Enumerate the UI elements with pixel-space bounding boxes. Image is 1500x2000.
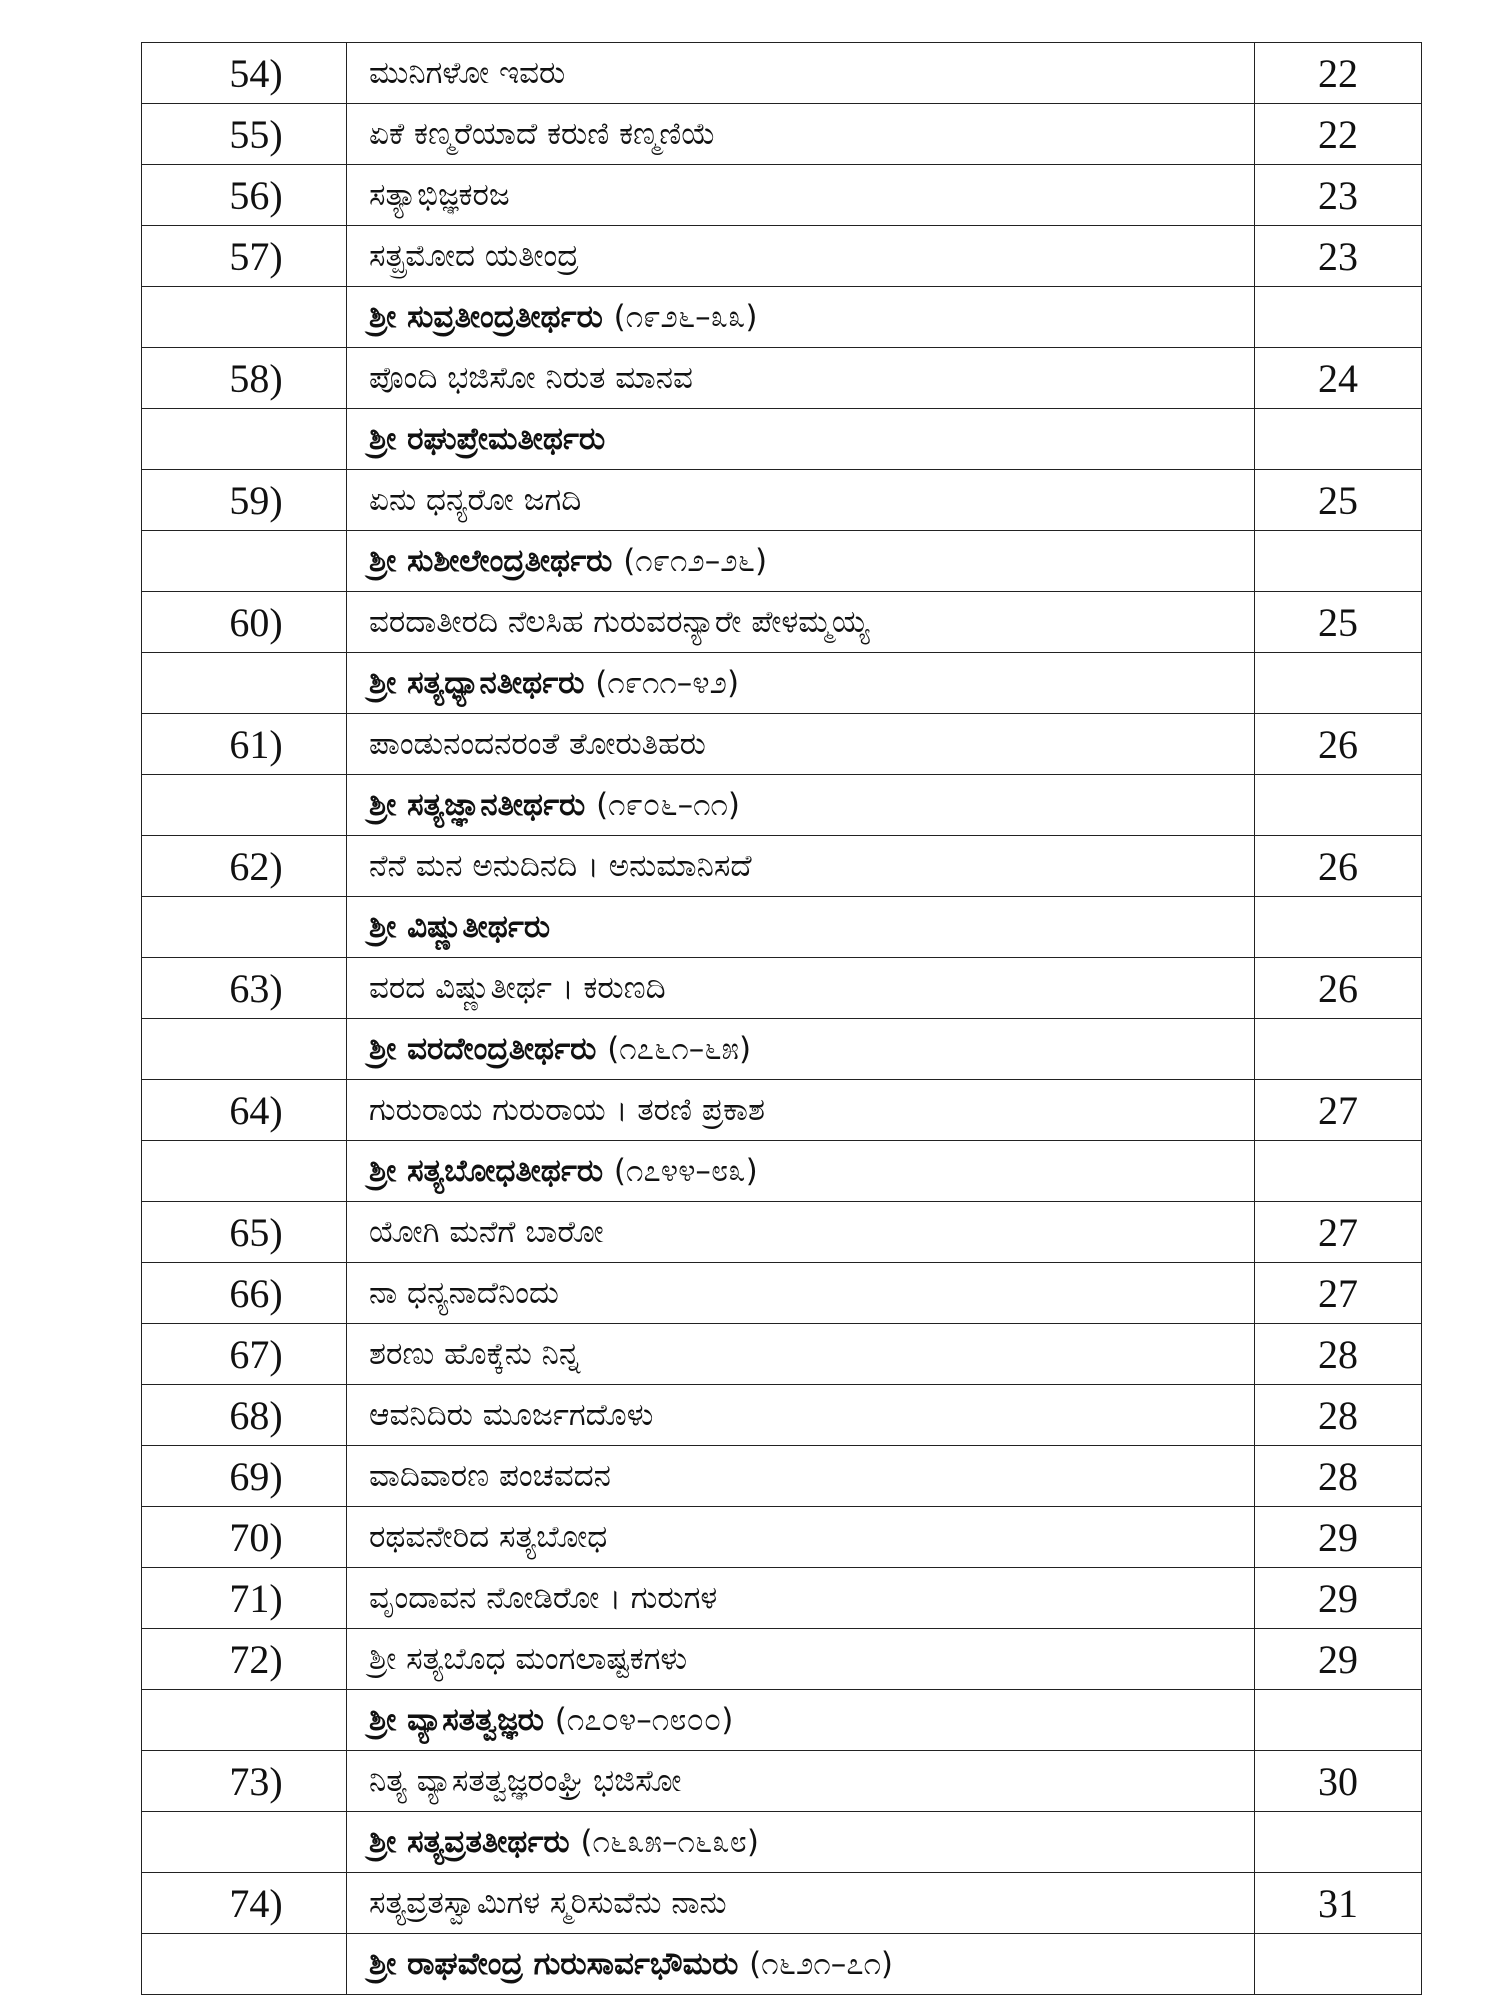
entry-title: ಏಕೆ ಕಣ್ಮರೆಯಾದೆ ಕರುಣಿ ಕಣ್ಮಣಿಯೆ <box>347 104 1255 165</box>
page-number: 29 <box>1255 1629 1422 1690</box>
table-row <box>142 1751 1422 1812</box>
page-number: 24 <box>1255 348 1422 409</box>
entry-number <box>142 287 347 348</box>
heading-years: (೧೭೦೪–೧೮೦೦) <box>554 1701 734 1738</box>
entry-title: ರಥವನೇರಿದ ಸತ್ಯಬೋಧ <box>347 1507 1255 1568</box>
section-heading <box>347 897 1255 958</box>
page-number <box>1255 897 1422 958</box>
entry-title: ಶರಣು ಹೊಕ್ಕೆನು ನಿನ್ನ <box>347 1324 1255 1385</box>
entry-title: ನಿತ್ಯ ವ್ಯಾಸತತ್ವಜ್ಞರಂಘ್ರಿ ಭಜಿಸೋ <box>347 1751 1255 1812</box>
section-heading-row <box>142 1690 1422 1751</box>
section-heading-row <box>142 287 1422 348</box>
page-number <box>1255 287 1422 348</box>
entry-title: ನೆನೆ ಮನ ಅನುದಿನದಿ । ಅನುಮಾನಿಸದೆ <box>347 836 1255 897</box>
page-number <box>1255 1690 1422 1751</box>
section-heading <box>347 775 1255 836</box>
page-number <box>1255 409 1422 470</box>
table-row <box>142 1202 1422 1263</box>
entry-number <box>142 1812 347 1873</box>
page-number <box>1255 1812 1422 1873</box>
entry-title: ಆವನಿದಿರು ಮೂರ್ಜಗದೊಳು <box>347 1385 1255 1446</box>
section-heading <box>347 1019 1255 1080</box>
table-row <box>142 836 1422 897</box>
entry-number <box>142 897 347 958</box>
table-row <box>142 1324 1422 1385</box>
section-heading-row <box>142 1812 1422 1873</box>
section-heading <box>347 1141 1255 1202</box>
table-row <box>142 1263 1422 1324</box>
page-number: 29 <box>1255 1507 1422 1568</box>
table-row <box>142 1629 1422 1690</box>
entry-number <box>142 1141 347 1202</box>
entry-title: ನಾ ಧನ್ಯನಾದೆನಿಂದು <box>347 1263 1255 1324</box>
section-heading <box>347 653 1255 714</box>
heading-title: ಶ್ರೀ ಸುವ್ರತೀಂದ್ರತೀರ್ಥರು <box>369 298 603 335</box>
entry-number <box>142 1690 347 1751</box>
section-heading <box>347 409 1255 470</box>
page-number <box>1255 1019 1422 1080</box>
heading-title: ಶ್ರೀ ಸತ್ಯವ್ರತತೀರ್ಥರು <box>369 1823 570 1860</box>
section-heading <box>347 1934 1255 1995</box>
entry-number <box>142 409 347 470</box>
entry-number: 64) <box>142 1080 347 1141</box>
table-row <box>142 226 1422 287</box>
page-number: 29 <box>1255 1568 1422 1629</box>
entry-number: 56) <box>142 165 347 226</box>
section-heading-row <box>142 531 1422 592</box>
page-number: 22 <box>1255 43 1422 104</box>
section-heading <box>347 287 1255 348</box>
heading-title: ಶ್ರೀ ಸುಶೀಲೇಂದ್ರತೀರ್ಥರು <box>369 542 613 579</box>
page-number <box>1255 1141 1422 1202</box>
page-number <box>1255 531 1422 592</box>
entry-number <box>142 1934 347 1995</box>
heading-title: ಶ್ರೀ ಸತ್ಯಜ್ಞಾನತೀರ್ಥರು <box>369 786 586 823</box>
entry-title: ಪೊಂದಿ ಭಜಿಸೋ ನಿರುತ ಮಾನವ <box>347 348 1255 409</box>
page-number: 25 <box>1255 470 1422 531</box>
entry-title: ವರದ ವಿಷ್ಣುತೀರ್ಥ । ಕರುಣದಿ <box>347 958 1255 1019</box>
table-row <box>142 470 1422 531</box>
table-row <box>142 1080 1422 1141</box>
heading-title: ಶ್ರೀ ರಾಘವೇಂದ್ರ ಗುರುಸಾರ್ವಭೌಮರು <box>369 1945 739 1982</box>
entry-title: ಸತ್ಪ್ರಮೋದ ಯತೀಂದ್ರ <box>347 226 1255 287</box>
heading-years: (೧೯೧೨–೨೬) <box>623 542 768 579</box>
page-number: 28 <box>1255 1385 1422 1446</box>
entry-title: ವರದಾತೀರದಿ ನೆಲಸಿಹ ಗುರುವರನ್ಯಾರೇ ಪೇಳಮ್ಮಯ್ಯ <box>347 592 1255 653</box>
heading-years: (೧೭೬೧–೬೫) <box>607 1030 752 1067</box>
page-number: 22 <box>1255 104 1422 165</box>
page-number: 27 <box>1255 1263 1422 1324</box>
entry-number: 70) <box>142 1507 347 1568</box>
entry-title: ಪಾಂಡುನಂದನರಂತೆ ತೋರುತಿಹರು <box>347 714 1255 775</box>
entry-title: ವಾದಿವಾರಣ ಪಂಚವದನ <box>347 1446 1255 1507</box>
entry-title: ವೃಂದಾವನ ನೋಡಿರೋ । ಗುರುಗಳ <box>347 1568 1255 1629</box>
page-number: 27 <box>1255 1202 1422 1263</box>
section-heading-row <box>142 775 1422 836</box>
section-heading-row <box>142 1934 1422 1995</box>
entry-number <box>142 531 347 592</box>
page-number: 30 <box>1255 1751 1422 1812</box>
entry-number: 62) <box>142 836 347 897</box>
entry-number: 66) <box>142 1263 347 1324</box>
entry-title: ಯೋಗಿ ಮನೆಗೆ ಬಾರೋ <box>347 1202 1255 1263</box>
entry-title: ಏನು ಧನ್ಯರೋ ಜಗದಿ <box>347 470 1255 531</box>
table-row <box>142 43 1422 104</box>
heading-years: (೧೭೪೪–೮೩) <box>613 1152 758 1189</box>
section-heading-row <box>142 897 1422 958</box>
page-number: 28 <box>1255 1324 1422 1385</box>
entry-title: ಸತ್ಯಾಭಿಜ್ಞಕರಜ <box>347 165 1255 226</box>
entry-number: 67) <box>142 1324 347 1385</box>
entry-title: ಶ್ರೀ ಸತ್ಯಬೊಧ ಮಂಗಲಾಷ್ಟಕಗಳು <box>347 1629 1255 1690</box>
page-number: 27 <box>1255 1080 1422 1141</box>
section-heading-row <box>142 653 1422 714</box>
entry-number: 73) <box>142 1751 347 1812</box>
entry-number: 63) <box>142 958 347 1019</box>
heading-title: ಶ್ರೀ ರಘುಪ್ರೇಮತೀರ್ಥರು <box>369 420 606 457</box>
entry-number: 68) <box>142 1385 347 1446</box>
heading-years: (೧೬೩೫–೧೬೩೮) <box>580 1823 760 1860</box>
section-heading-row <box>142 1019 1422 1080</box>
table-row <box>142 958 1422 1019</box>
toc-body <box>142 43 1422 1995</box>
table-row <box>142 592 1422 653</box>
page-number: 26 <box>1255 958 1422 1019</box>
page-number <box>1255 653 1422 714</box>
heading-years: (೧೯೦೬–೧೧) <box>596 786 740 823</box>
section-heading-row <box>142 1141 1422 1202</box>
section-heading <box>347 531 1255 592</box>
entry-number: 57) <box>142 226 347 287</box>
entry-title: ಮುನಿಗಳೋ ಇವರು <box>347 43 1255 104</box>
entry-number <box>142 775 347 836</box>
section-heading <box>347 1812 1255 1873</box>
heading-years: (೧೯೧೧–೪೨) <box>595 664 740 701</box>
page-number: 26 <box>1255 714 1422 775</box>
entry-number: 58) <box>142 348 347 409</box>
entry-number: 65) <box>142 1202 347 1263</box>
heading-title: ಶ್ರೀ ವಿಷ್ಣುತೀರ್ಥರು <box>369 908 551 945</box>
table-row <box>142 1446 1422 1507</box>
entry-title: ಸತ್ಯವ್ರತಸ್ವಾಮಿಗಳ ಸ್ಮರಿಸುವೆನು ನಾನು <box>347 1873 1255 1934</box>
entry-number <box>142 1019 347 1080</box>
entry-number: 59) <box>142 470 347 531</box>
entry-number: 61) <box>142 714 347 775</box>
heading-title: ಶ್ರೀ ವ್ಯಾಸತತ್ವಜ್ಞರು <box>369 1701 544 1738</box>
heading-title: ಶ್ರೀ ವರದೇಂದ್ರತೀರ್ಥರು <box>369 1030 597 1067</box>
page-number: 28 <box>1255 1446 1422 1507</box>
entry-title: ಗುರುರಾಯ ಗುರುರಾಯ । ತರಣಿ ಪ್ರಕಾಶ <box>347 1080 1255 1141</box>
entry-number: 55) <box>142 104 347 165</box>
entry-number: 71) <box>142 1568 347 1629</box>
page-number: 23 <box>1255 165 1422 226</box>
heading-title: ಶ್ರೀ ಸತ್ಯಧ್ಯಾನತೀರ್ಥರು <box>369 664 585 701</box>
table-row <box>142 1385 1422 1446</box>
table-of-contents <box>141 42 1422 1995</box>
table-row <box>142 714 1422 775</box>
page-number <box>1255 775 1422 836</box>
entry-number <box>142 653 347 714</box>
entry-number: 72) <box>142 1629 347 1690</box>
page-number: 23 <box>1255 226 1422 287</box>
page-number: 25 <box>1255 592 1422 653</box>
page-number: 31 <box>1255 1873 1422 1934</box>
table-row <box>142 1873 1422 1934</box>
table-row <box>142 1507 1422 1568</box>
page-number <box>1255 1934 1422 1995</box>
heading-years: (೧೬೨೧–೭೧) <box>749 1945 894 1982</box>
page-number: 26 <box>1255 836 1422 897</box>
entry-number: 54) <box>142 43 347 104</box>
table-row <box>142 165 1422 226</box>
section-heading-row <box>142 409 1422 470</box>
heading-years: (೧೯೨೬–೩೩) <box>613 298 758 335</box>
heading-title: ಶ್ರೀ ಸತ್ಯಬೋಧತೀರ್ಥರು <box>369 1152 604 1189</box>
table-row <box>142 1568 1422 1629</box>
table-row <box>142 348 1422 409</box>
section-heading <box>347 1690 1255 1751</box>
entry-number: 74) <box>142 1873 347 1934</box>
entry-number: 69) <box>142 1446 347 1507</box>
entry-number: 60) <box>142 592 347 653</box>
table-row <box>142 104 1422 165</box>
